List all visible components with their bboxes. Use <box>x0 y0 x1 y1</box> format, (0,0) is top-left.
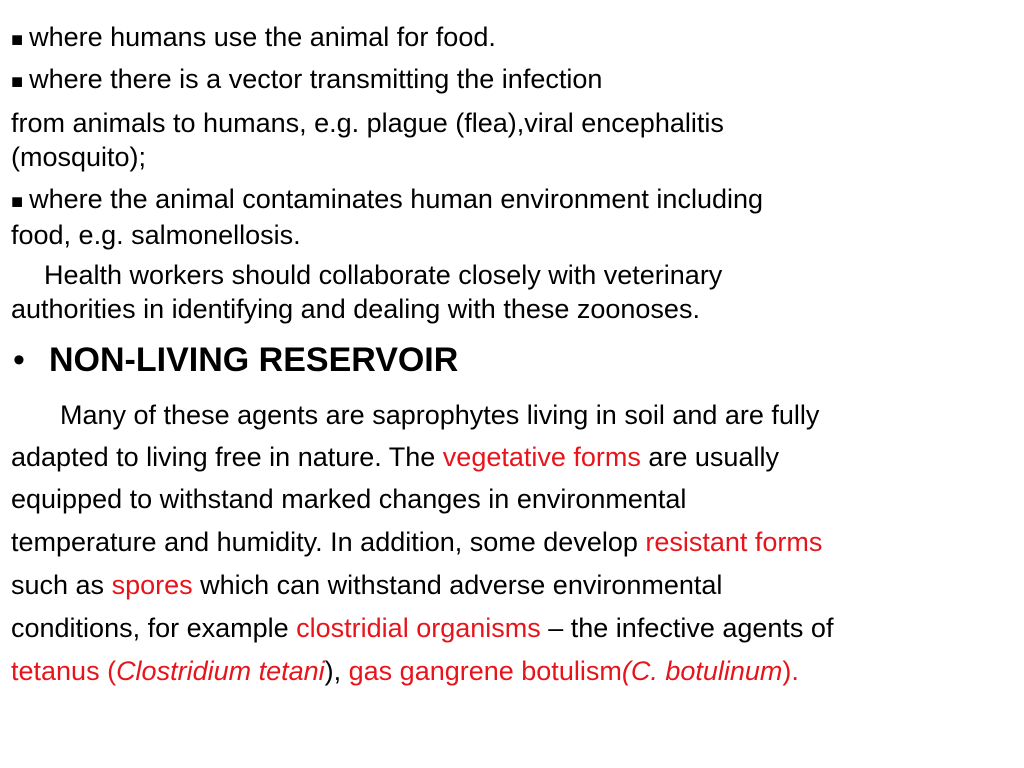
text: where humans use the animal for food. <box>29 22 496 52</box>
square-bullet-icon: ■ <box>11 191 24 213</box>
text-line: Health workers should collaborate closely with veterinary <box>44 260 723 290</box>
paragraph-line: Many of these agents are saprophytes living in soil and are fully <box>60 400 820 430</box>
text: where there is a vector transmitting the infection <box>29 64 603 94</box>
highlight-text: gas gangrene botulism <box>348 656 622 686</box>
text: such as <box>11 570 112 600</box>
highlight-text: clostridial organisms <box>296 613 541 643</box>
text: conditions, for example <box>11 613 297 643</box>
paragraph-line <box>11 436 779 478</box>
highlight-text: tetanus ( <box>11 656 117 686</box>
square-bullet-icon: ■ <box>11 29 24 51</box>
text: temperature and humidity. In addition, some develop <box>11 527 646 557</box>
paragraph-line <box>11 564 722 606</box>
highlight-text: ). <box>782 656 799 686</box>
section-heading <box>13 338 458 382</box>
highlight-text: spores <box>111 570 193 600</box>
paragraph-line <box>11 650 799 692</box>
text: are usually <box>640 442 779 472</box>
paragraph-line <box>11 521 822 563</box>
square-bullet-icon: ■ <box>11 71 24 93</box>
text-line: authorities in identifying and dealing with these zoonoses. <box>11 294 700 324</box>
italic-highlight-text: (C. botulinum <box>621 656 783 686</box>
text: ), <box>324 656 349 686</box>
bullet-line-vector <box>11 62 602 99</box>
text-line: food, e.g. salmonellosis. <box>11 220 301 250</box>
italic-highlight-text: Clostridium tetani <box>116 656 325 686</box>
bullet-line-contaminates <box>11 182 763 219</box>
text-line: (mosquito); <box>11 142 147 172</box>
text: adapted to living free in nature. The <box>11 442 443 472</box>
text-line: from animals to humans, e.g. plague (flea),viral encephalitis <box>11 108 724 138</box>
text: which can withstand adverse environmental <box>192 570 723 600</box>
bullet-dot-icon: • <box>13 341 25 379</box>
highlight-text: resistant forms <box>645 527 823 557</box>
heading-text: NON-LIVING RESERVOIR <box>49 341 459 379</box>
paragraph-line: equipped to withstand marked changes in environmental <box>11 484 687 514</box>
bullet-line-food <box>11 20 496 57</box>
highlight-text: vegetative forms <box>442 442 641 472</box>
text: – the infective agents of <box>540 613 834 643</box>
paragraph-line <box>11 607 833 649</box>
text: where the animal contaminates human environment including <box>29 184 764 214</box>
